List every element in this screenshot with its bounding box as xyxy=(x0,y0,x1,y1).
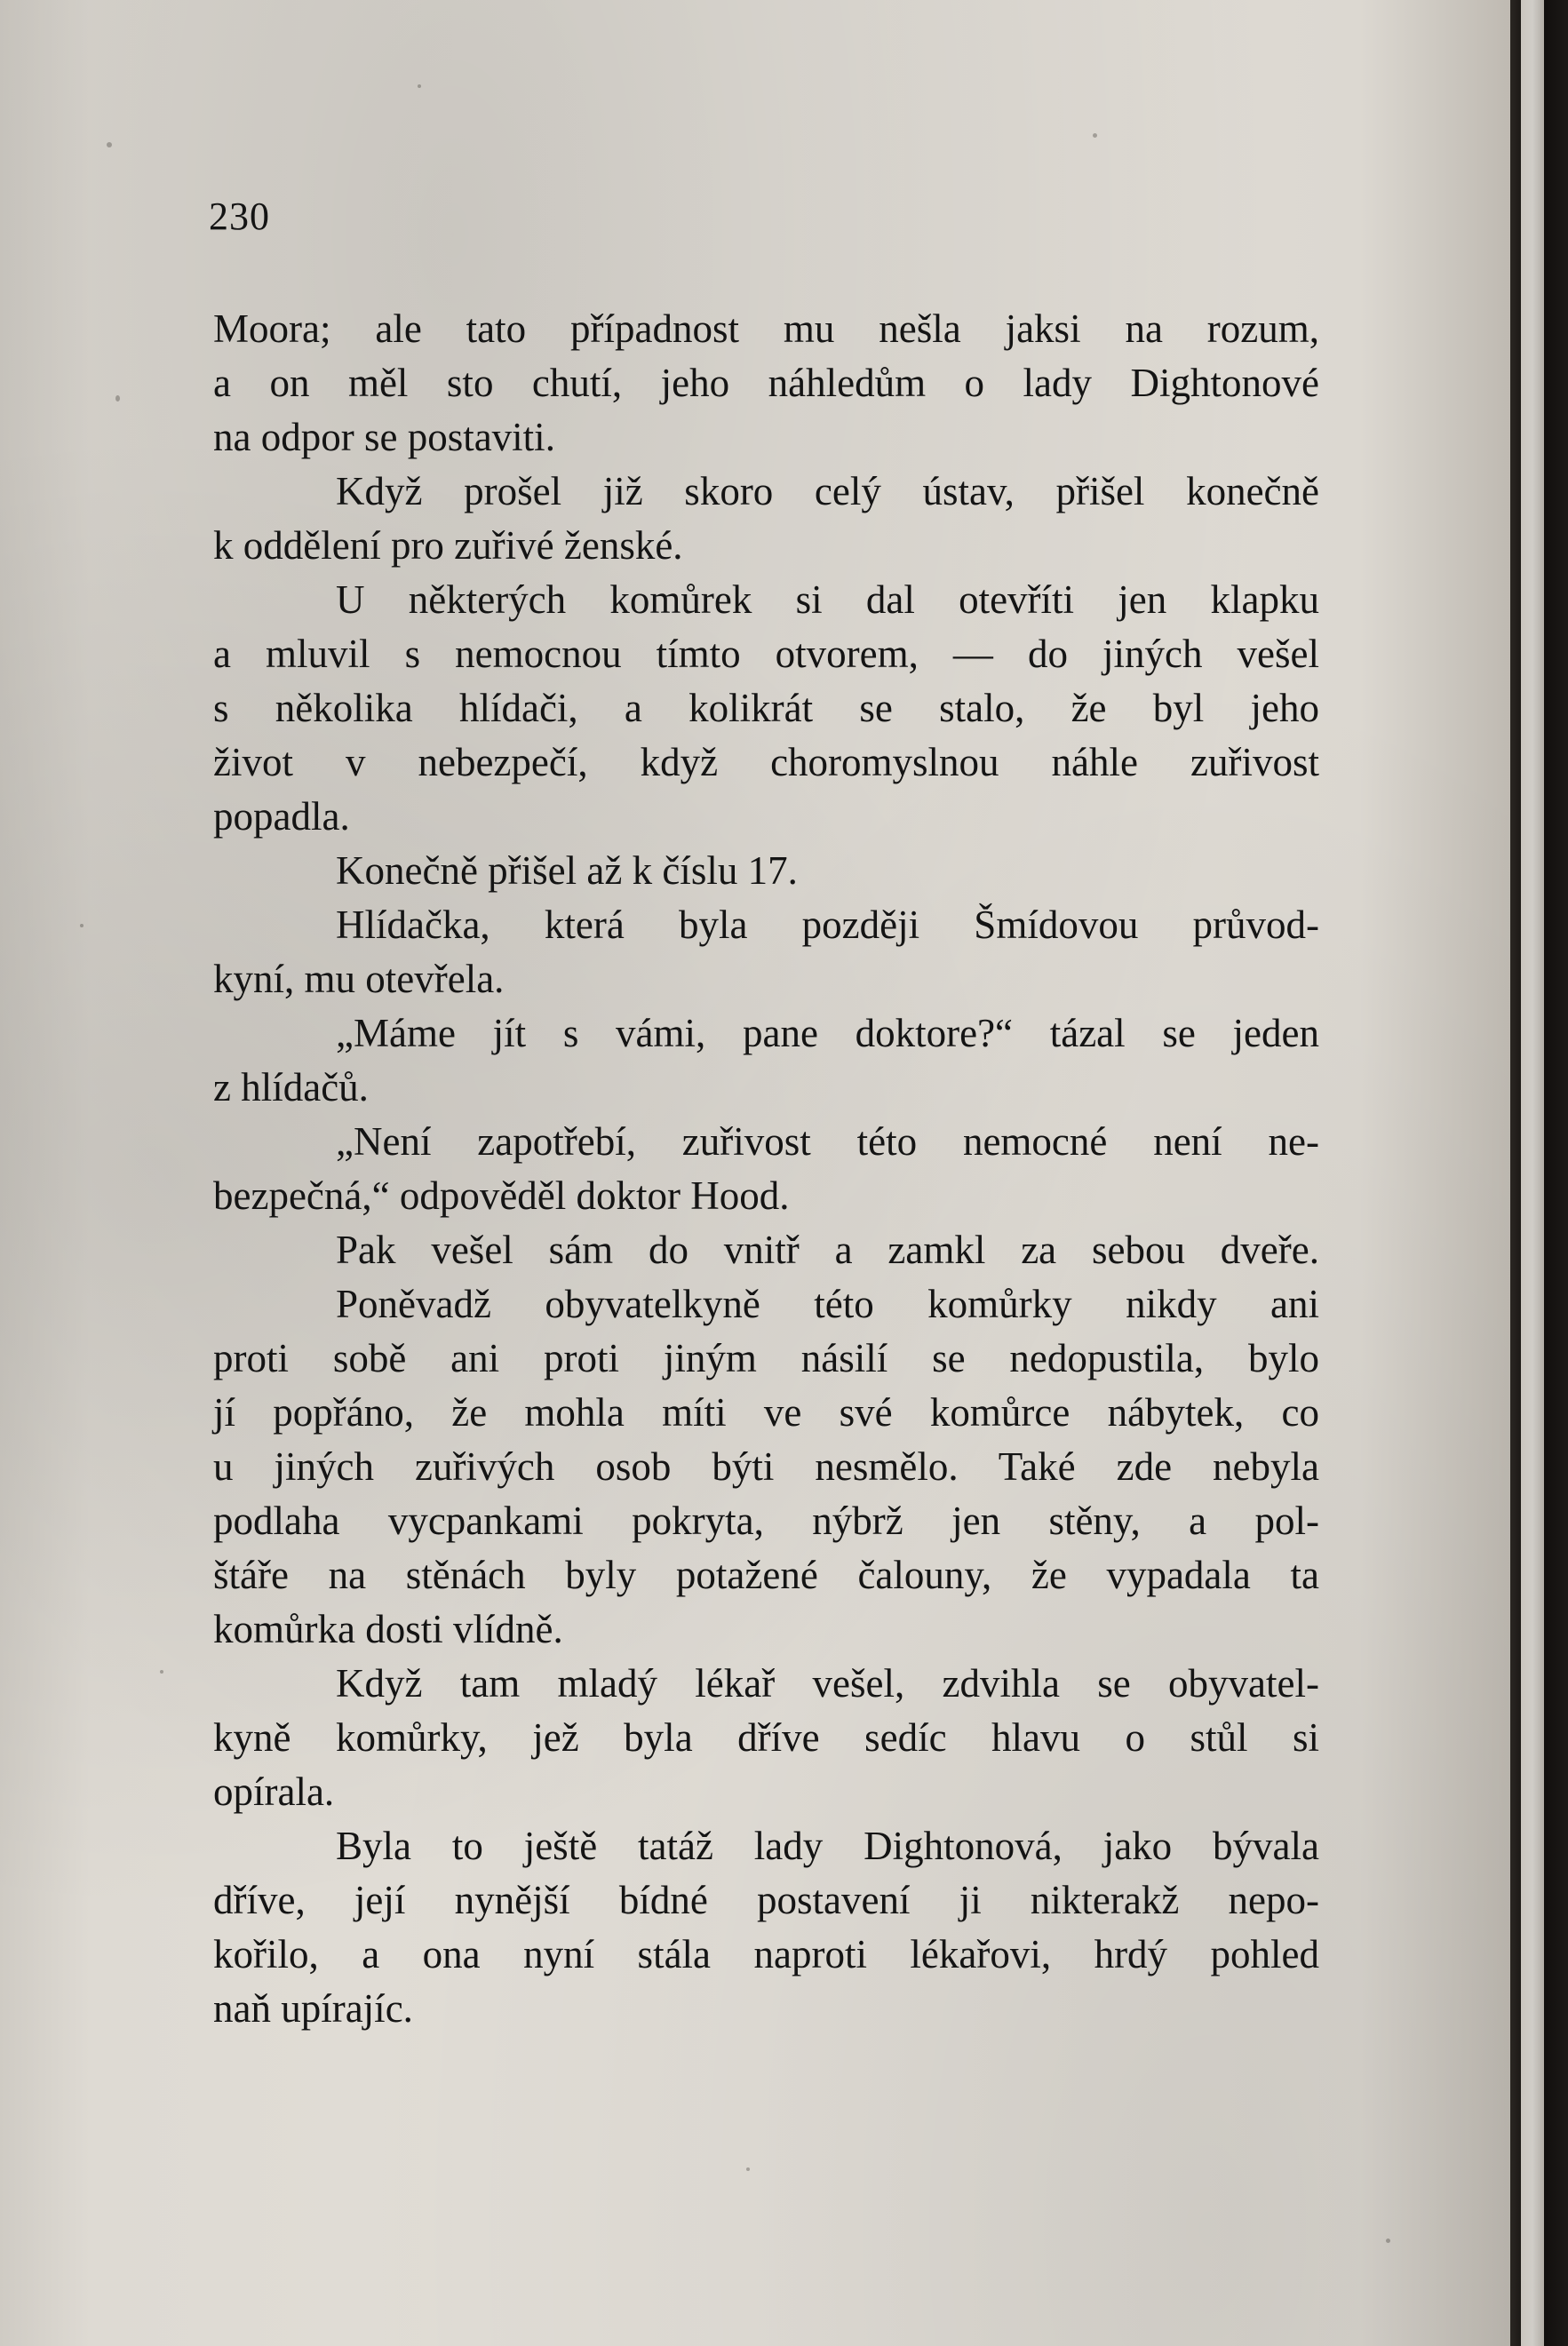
scan-speck xyxy=(418,84,421,88)
scan-speck xyxy=(107,142,112,147)
text-line: kyní, mu otevřela. xyxy=(213,957,505,1001)
text-line: Hlídačka, která byla později Šmídovou průvod- xyxy=(336,903,1319,947)
text-line: a mluvil s nemocnou tímto otvorem, — do jiných vešel xyxy=(213,632,1319,676)
text-line: Moora; ale tato případnost mu nešla jaksi na rozum, xyxy=(213,306,1319,351)
text-line: na odpor se postaviti. xyxy=(213,415,555,459)
text-line: Když tam mladý lékař vešel, zdvihla se obyvatel- xyxy=(336,1661,1319,1706)
text-line: život v nebezpečí, když choromyslnou náhle zuřivost xyxy=(213,740,1319,784)
text-line: Byla to ještě tatáž lady Dightonová, jako bývala xyxy=(336,1824,1319,1868)
text-line: z hlídačů. xyxy=(213,1065,369,1109)
text-line: k oddělení pro zuřivé ženské. xyxy=(213,523,683,568)
text-line: podlaha vycpankami pokryta, nýbrž jen stěny, a pol- xyxy=(213,1499,1319,1543)
text-line: opírala. xyxy=(213,1769,335,1814)
text-line: bezpečná,“ odpověděl doktor Hood. xyxy=(213,1173,790,1218)
text-line: u jiných zuřivých osob býti nesmělo. Také zde nebyla xyxy=(213,1444,1319,1489)
body-text xyxy=(213,302,1319,2036)
scan-speck xyxy=(1386,2239,1390,2243)
text-line: U některých komůrek si dal otevříti jen klapku xyxy=(336,577,1319,622)
scan-speck xyxy=(1093,133,1097,138)
text-line: s několika hlídači, a kolikrát se stalo, že byl jeho xyxy=(213,686,1319,730)
text-line: a on měl sto chutí, jeho náhledům o lady Dightonové xyxy=(213,361,1319,405)
scan-speck xyxy=(115,395,120,402)
text-line: Konečně přišel až k číslu 17. xyxy=(336,848,798,893)
book-edge xyxy=(1521,0,1544,2346)
text-line: popadla. xyxy=(213,794,350,839)
text-line: „Není zapotřebí, zuřivost této nemocné není ne- xyxy=(336,1119,1319,1164)
scan-speck xyxy=(160,1670,163,1674)
text-line: Poněvadž obyvatelkyně této komůrky nikdy ani xyxy=(336,1282,1319,1326)
scan-speck xyxy=(80,924,84,927)
text-line: Když prošel již skoro celý ústav, přišel konečně xyxy=(336,469,1319,513)
text-line: kořilo, a ona nyní stála naproti lékařovi, hrdý pohled xyxy=(213,1932,1319,1976)
scan-speck xyxy=(746,2167,750,2171)
text-line: proti sobě ani proti jiným násilí se nedopustila, bylo xyxy=(213,1336,1319,1380)
text-line: Pak vešel sám do vnitř a zamkl za sebou dveře. xyxy=(336,1228,1319,1272)
page-number: 230 xyxy=(209,195,270,238)
text-line: „Máme jít s vámi, pane doktore?“ tázal se jeden xyxy=(336,1011,1319,1055)
text-line: kyně komůrky, jež byla dříve sedíc hlavu o stůl si xyxy=(213,1715,1319,1760)
text-line: jí popřáno, že mohla míti ve své komůrce nábytek, co xyxy=(213,1390,1319,1435)
text-line: komůrka dosti vlídně. xyxy=(213,1607,563,1651)
text-line: dříve, její nynější bídné postavení ji nikterakž nepo- xyxy=(213,1878,1319,1922)
text-line: naň upírajíc. xyxy=(213,1986,413,2031)
text-line: štáře na stěnách byly potažené čalouny, že vypadala ta xyxy=(213,1553,1319,1597)
